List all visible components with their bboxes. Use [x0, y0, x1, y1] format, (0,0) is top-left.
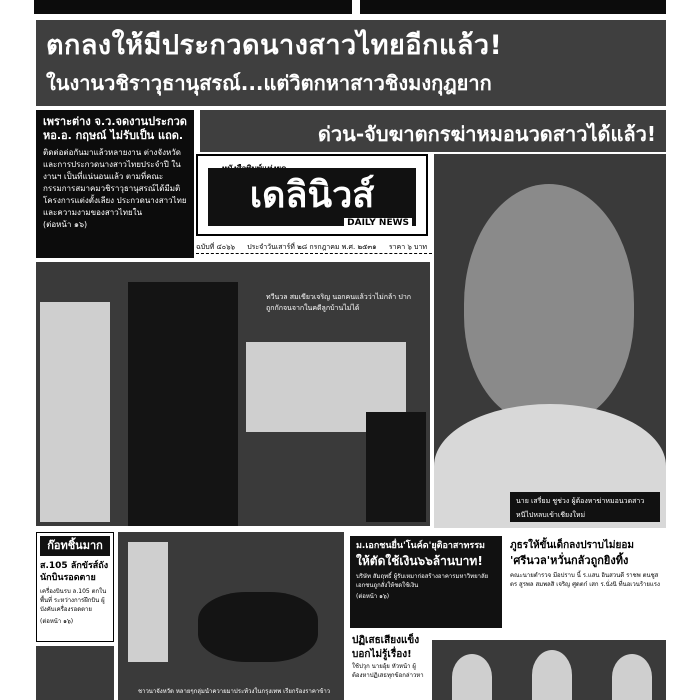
- police-story-headline2: 'ศรีนวล'หวั่นกลัวถูกยิงทิ้ง: [510, 554, 629, 567]
- university-story-continuation: (ต่อหน้า ๑๖): [356, 593, 390, 600]
- denial-story: [350, 632, 430, 700]
- photo-figure-right: [366, 412, 426, 522]
- main-headline: ตกลงให้มีประกวดนางสาวไทยอีกแล้ว!: [46, 30, 503, 61]
- university-story-kicker: ม.เอกชนยื่น'โนค์ด'ยุติอาสาทรรม: [356, 541, 485, 551]
- police-story: [506, 536, 666, 636]
- top-bar: [34, 0, 666, 14]
- police-story-headline: ภูธรให้ขั้นเด็กลงปราบไม่ยอม: [510, 540, 634, 551]
- suspect-portrait-photo: [434, 154, 666, 528]
- urgent-headline-bar: [200, 110, 666, 152]
- dateline: [196, 240, 432, 254]
- bottom-left-continuation: (ต่อหน้า ๑๖): [40, 618, 74, 625]
- university-story-headline: ให้ตัดใช้เงิน๖๖ล้านบาท!: [356, 554, 483, 568]
- photo-figure-left: [40, 302, 110, 522]
- photo3-person-3: [612, 654, 652, 700]
- photo2-caption: ชาวนาจังหวัด หลายๆกลุ่มนำควายมาประท้วงในกรุงเทพ เรียกร้องราคาข้าว: [138, 688, 331, 695]
- bottom-right-photo: [432, 640, 666, 700]
- university-story: [350, 536, 502, 628]
- left-story-box: [36, 110, 194, 258]
- main-news-photo: [36, 262, 430, 526]
- masthead: [196, 154, 428, 236]
- denial-story-body: ใช้ปวุก นายอุ้ย หัวหน้า ผู้ต้องหาปฏิเสธทุกข้อกล่าวหา: [352, 663, 424, 679]
- masthead-logo: เดลินิวส์: [208, 168, 416, 226]
- masthead-english: DAILY NEWS: [344, 218, 412, 228]
- main-photo-caption: ทวีนวล สมเขียวเจริญ นอกคนแล้วว่าไม่กล้า ปากถูกกักจนจากในคดีลูกบ้านไม่ได้: [266, 293, 412, 312]
- main-headline-banner: [36, 20, 666, 106]
- issue-price: ราคา ๖ บาท: [388, 243, 428, 251]
- left-story-body: ติดต่อต่อกันมาแล้วหลายงาน ต่างจังหวัดและการประกวดนางสาวไทยประจำปี ในงานฯ เป็นที่แน่นอนแล้ว ตามที่คณะกรรมการสมาคมวชิราวุธานุสรณ์ได้มีมติ โครงการแต่งตั้งเลียง ประกวดนางสาวไทยและความงามของสาวไทยใน: [43, 148, 187, 217]
- bottom-left-headline: ส.105 ลักขัรส์ถัง นักบินรอดตาย: [40, 561, 109, 583]
- buffalo-protest-photo: [118, 532, 344, 700]
- photo-figure-woman: [128, 282, 238, 526]
- photo3-person-1: [452, 654, 492, 700]
- portrait-caption: นาย เสรี่ยม ชูช่วง ผู้ต้องหาฆ่าหมอนวดสาว หนีไปหลบเข้าเชียงใหม่: [510, 492, 660, 522]
- column-logo: ก๊อทชิ้นมาก: [40, 536, 110, 556]
- photo2-buffalo: [198, 592, 318, 662]
- issue-date: ประจำวันเสาร์ที่ ๒๘ กรกฎาคม พ.ศ. ๒๕๓๑: [247, 243, 377, 251]
- left-story-headline: เพราะต่าง จ.ว.จดงานประกวด หอ.อ. กฤษณ์ ไม่รับเป็น แถด.: [43, 115, 187, 142]
- photo3-person-2: [532, 650, 572, 700]
- main-subheadline: ในงานวชิราวุธานุสรณ์...แต่วิตกหาสาวชิงมงกุฎยาก: [46, 71, 492, 95]
- bottom-left-story: [36, 532, 114, 642]
- top-bar-notch: [352, 0, 360, 14]
- left-story-continuation: (ต่อหน้า ๑๖): [43, 220, 88, 229]
- university-story-body: บริษัท สัมฤทธิ์ ผู้รับเหมาก่อสร้างอาคารมหาวิทยาลัยเอกชนถูกสั่งให้ชดใช้เงิน: [356, 573, 489, 589]
- bottom-left-photo: [36, 646, 114, 700]
- police-story-body: คณะนายตำรวจ มีอปราบ นี้ ร.แสน อินสวนดี ราชพ ตนชูสตร สูรพล สมพลสิ เจริญ ศูดตก๋ เสก ร.นั่งนิ ที่นอเวนร้ายแรง: [510, 572, 660, 588]
- portrait-face: [464, 184, 634, 424]
- photo2-figure: [128, 542, 168, 662]
- bottom-left-body: เครื่องบินรบ ล.105 ตกในพื้นที่ ระหว่างการฝึกบิน ผู้บังคับเครื่องรอดตาย: [40, 588, 107, 613]
- denial-story-headline: ปฏิเสธเสียงแข็ง บอกไม่รู้เรื่อง!: [352, 635, 420, 660]
- urgent-headline: ด่วน-จับฆาตกรฆ่าหมอนวดสาวได้แล้ว!: [317, 122, 656, 146]
- issue-number: ฉบับที่ ๔๐๖๖: [196, 243, 235, 251]
